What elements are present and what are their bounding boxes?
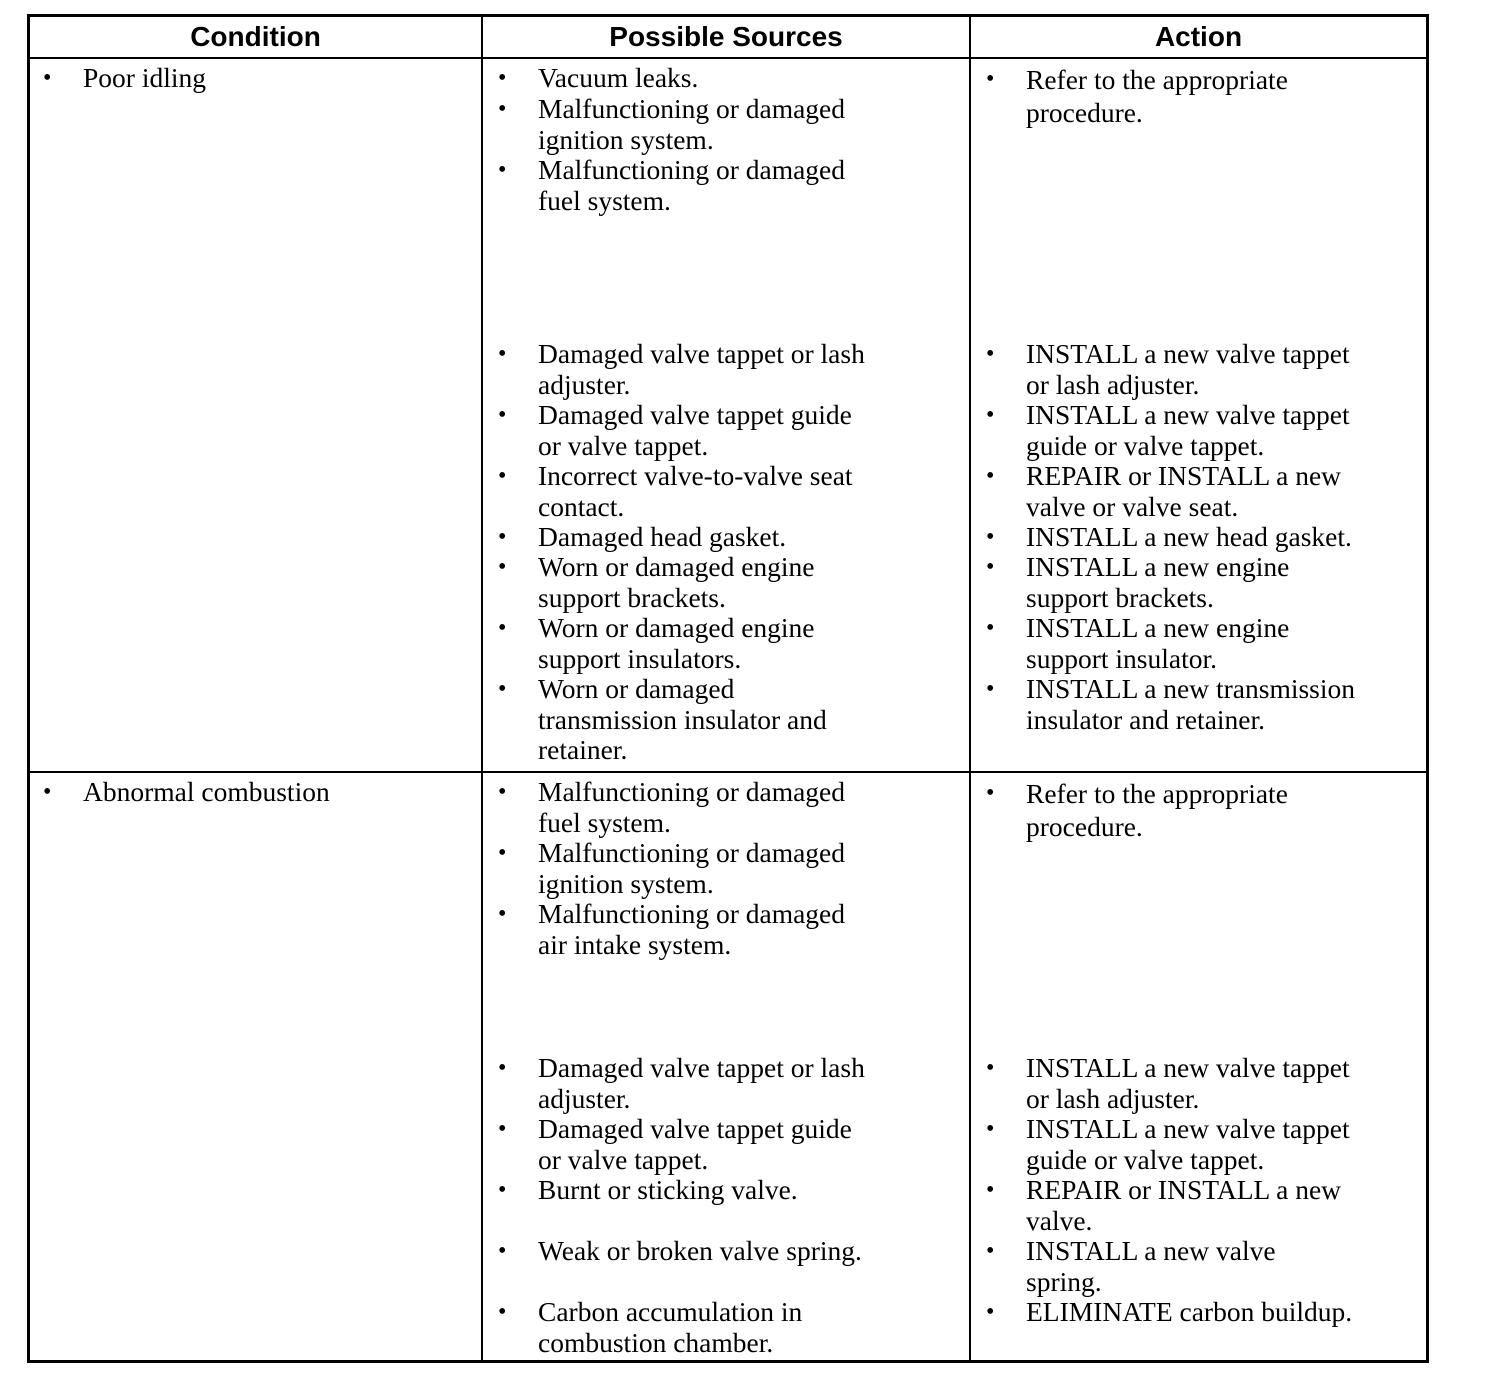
action-text: REPAIR or INSTALL a new valve. bbox=[1026, 1174, 1342, 1236]
bullet: • bbox=[43, 779, 52, 805]
bullet: • bbox=[986, 66, 995, 92]
header-divider bbox=[30, 57, 1426, 59]
bullet: • bbox=[498, 676, 507, 702]
bullet: • bbox=[498, 463, 507, 489]
source-text: Worn or damaged engine support brackets. bbox=[538, 551, 815, 613]
action-text: INSTALL a new valve spring. bbox=[1026, 1235, 1276, 1297]
bullet: • bbox=[498, 1055, 507, 1081]
source-text: Incorrect valve-to-valve seat contact. bbox=[538, 460, 853, 522]
bullet: • bbox=[498, 840, 507, 866]
action-text: INSTALL a new engine support insulator. bbox=[1026, 612, 1290, 674]
bullet: • bbox=[986, 463, 995, 489]
bullet: • bbox=[986, 615, 995, 641]
bullet: • bbox=[498, 615, 507, 641]
bullet: • bbox=[498, 554, 507, 580]
action-text: INSTALL a new valve tappet guide or valve tappet. bbox=[1026, 1113, 1350, 1175]
source-text: Carbon accumulation in combustion chamber. bbox=[538, 1296, 803, 1358]
bullet: • bbox=[986, 341, 995, 367]
source-text: Damaged valve tappet or lash adjuster. bbox=[538, 338, 865, 400]
bullet: • bbox=[498, 1238, 507, 1264]
action-text: Refer to the appropriate procedure. bbox=[1026, 778, 1288, 842]
source-text: Worn or damaged transmission insulator and retainer. bbox=[538, 673, 827, 765]
troubleshooting-table bbox=[27, 14, 1429, 1363]
row-divider bbox=[30, 771, 1426, 773]
header-action: Action bbox=[1154, 21, 1243, 52]
column-divider bbox=[481, 17, 483, 1360]
action-text: Refer to the appropriate procedure. bbox=[1026, 64, 1288, 128]
action-text: INSTALL a new transmission insulator and retainer. bbox=[1026, 673, 1356, 735]
bullet: • bbox=[986, 1177, 995, 1203]
action-text: INSTALL a new valve tappet or lash adjuster. bbox=[1026, 338, 1350, 400]
bullet: • bbox=[498, 1116, 507, 1142]
source-text: Burnt or sticking valve. bbox=[538, 1174, 798, 1205]
bullet: • bbox=[986, 676, 995, 702]
bullet: • bbox=[498, 1177, 507, 1203]
bullet: • bbox=[498, 524, 507, 550]
bullet: • bbox=[986, 524, 995, 550]
action-text: REPAIR or INSTALL a new valve or valve seat. bbox=[1026, 460, 1342, 522]
bullet: • bbox=[986, 1055, 995, 1081]
bullet: • bbox=[498, 341, 507, 367]
condition-text: Poor idling bbox=[83, 62, 206, 93]
header-condition: Condition bbox=[190, 21, 321, 52]
source-text: Malfunctioning or damaged ignition system. bbox=[538, 93, 845, 155]
bullet: • bbox=[498, 96, 507, 122]
source-text: Malfunctioning or damaged air intake system. bbox=[538, 898, 845, 960]
bullet: • bbox=[986, 1238, 995, 1264]
bullet: • bbox=[986, 402, 995, 428]
bullet: • bbox=[498, 65, 507, 91]
action-text: INSTALL a new head gasket. bbox=[1026, 521, 1352, 552]
source-text: Malfunctioning or damaged ignition system. bbox=[538, 837, 845, 899]
action-text: INSTALL a new valve tappet guide or valve tappet. bbox=[1026, 399, 1350, 461]
bullet: • bbox=[498, 157, 507, 183]
bullet: • bbox=[986, 1299, 995, 1325]
source-text: Malfunctioning or damaged fuel system. bbox=[538, 776, 845, 838]
column-divider bbox=[969, 17, 971, 1360]
source-text: Damaged head gasket. bbox=[538, 521, 787, 552]
source-text: Vacuum leaks. bbox=[538, 62, 699, 93]
bullet: • bbox=[498, 901, 507, 927]
bullet: • bbox=[498, 402, 507, 428]
source-text: Weak or broken valve spring. bbox=[538, 1235, 862, 1266]
source-text: Malfunctioning or damaged fuel system. bbox=[538, 154, 845, 216]
bullet: • bbox=[986, 554, 995, 580]
header-possible-sources: Possible Sources bbox=[609, 21, 843, 52]
bullet: • bbox=[986, 1116, 995, 1142]
bullet: • bbox=[43, 65, 52, 91]
source-text: Damaged valve tappet or lash adjuster. bbox=[538, 1052, 865, 1114]
condition-text: Abnormal combustion bbox=[83, 776, 330, 807]
action-text: ELIMINATE carbon buildup. bbox=[1026, 1296, 1353, 1327]
action-text: INSTALL a new engine support brackets. bbox=[1026, 551, 1290, 613]
source-text: Worn or damaged engine support insulators. bbox=[538, 612, 815, 674]
bullet: • bbox=[498, 1299, 507, 1325]
bullet: • bbox=[498, 779, 507, 805]
action-text: INSTALL a new valve tappet or lash adjuster. bbox=[1026, 1052, 1350, 1114]
source-text: Damaged valve tappet guide or valve tappet. bbox=[538, 399, 852, 461]
bullet: • bbox=[986, 780, 995, 806]
source-text: Damaged valve tappet guide or valve tappet. bbox=[538, 1113, 852, 1175]
